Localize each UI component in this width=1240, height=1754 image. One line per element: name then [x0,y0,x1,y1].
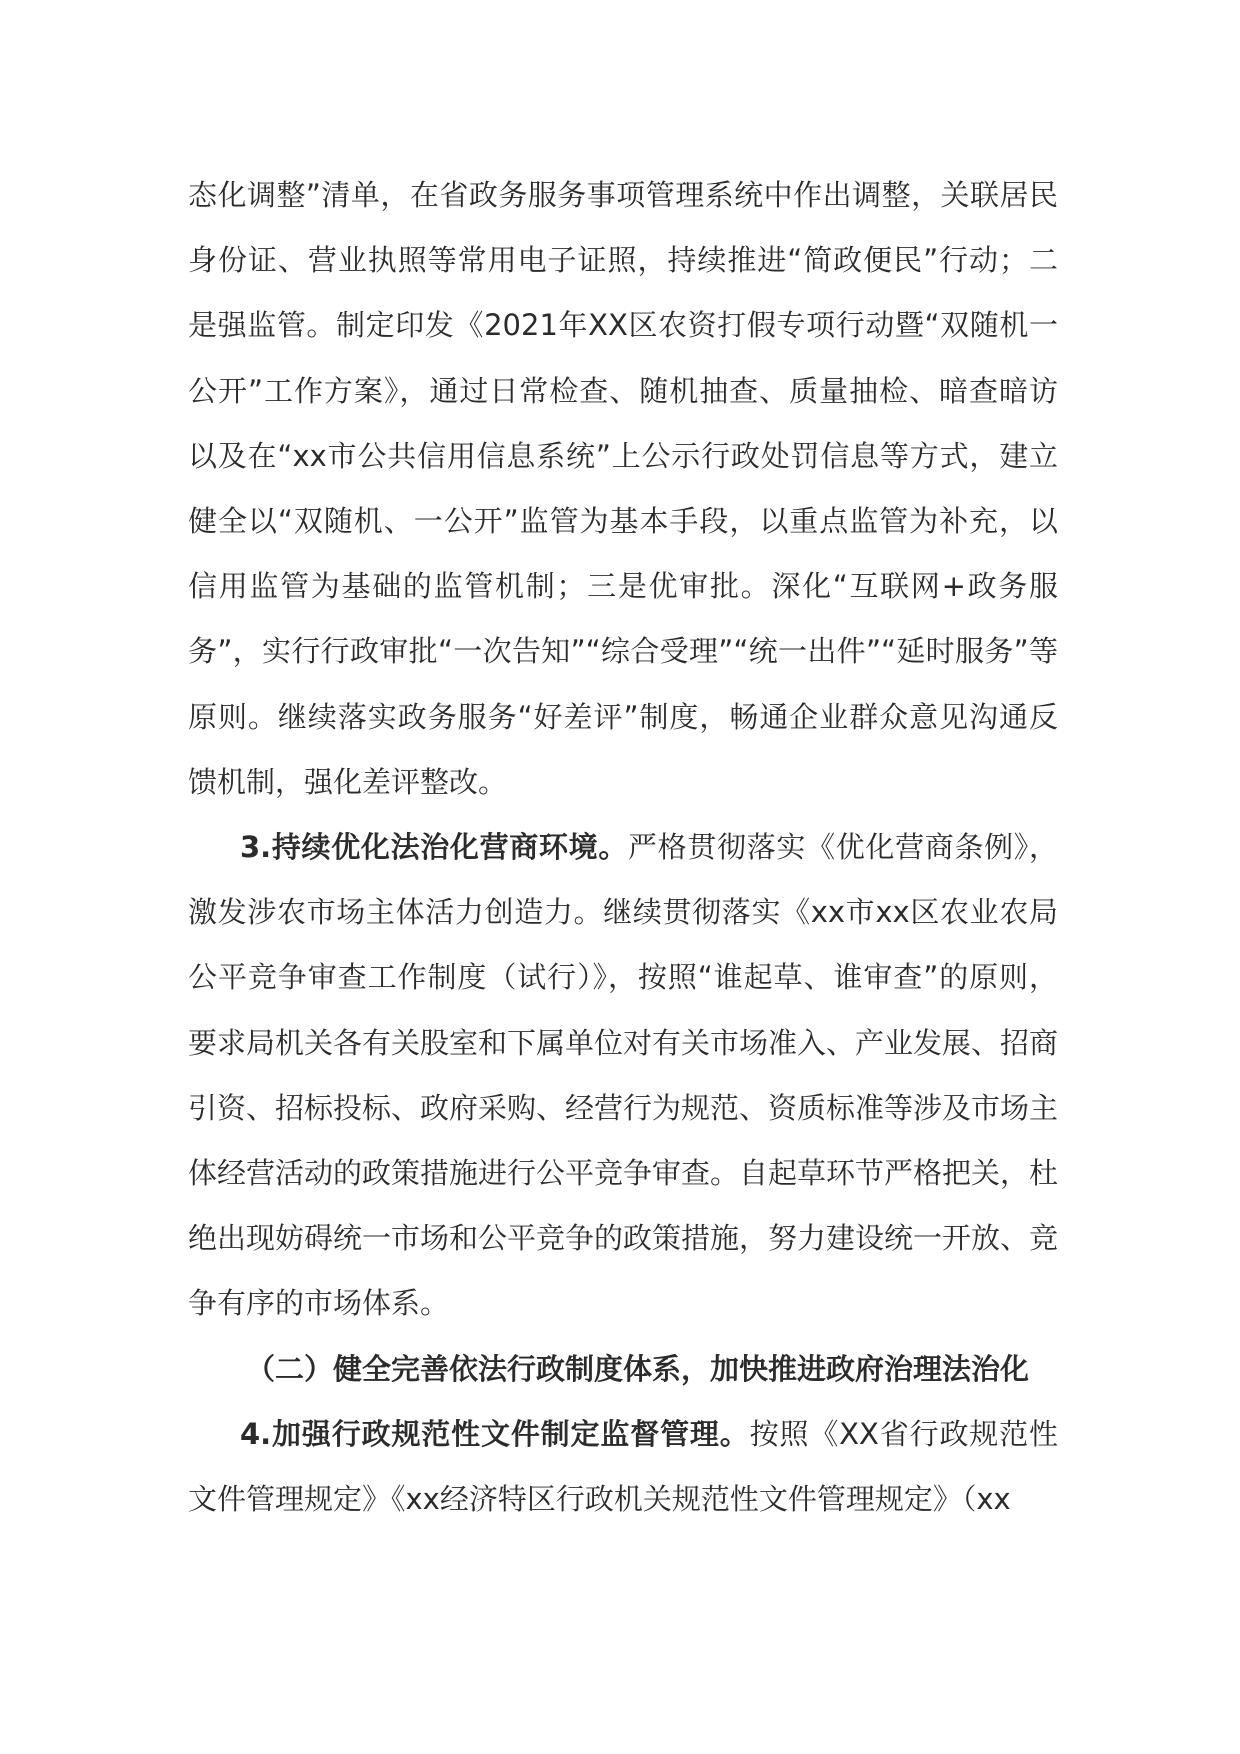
paragraph-1-text: 态化调整”清单，在省政务服务事项管理系统中作出调整，关联居民身份证、营业执照等常用电子证照，持续推进“简政便民”行动；二是强监管。制定印发《2021年XX区农资打假专项行动暨“双随机一公开”工作方案》，通过日常检查、随机抽查、质量抽检、暗查暗访以及在“xx市公共信用信息系统”上公示行政处罚信息等方式，建立健全以“双随机、一公开”监管为基本手段，以重点监管为补充，以信用监管为基础的监管机制；三是优审批。深化“互联网+政务服务”，实行行政审批“一次告知”“综合受理”“统一出件”“延时服务”等原则。继续落实政务服务“好差评”制度，畅通企业群众意见沟通反馈机制，强化差评整改。 [188,178,1058,799]
document-page [188,163,1058,1532]
paragraph-2 [188,815,1058,1337]
paragraph-2-lead: 3.持续优化法治化营商环境。 [240,830,628,865]
section-heading-2: （二）健全完善依法行政制度体系，加快推进政府治理法治化 [246,1351,1030,1386]
paragraph-1 [188,163,1058,815]
paragraph-2-text: 严格贯彻落实《优化营商条例》，激发涉农市场主体活力创造力。继续贯彻落实《xx市xx区农业农局公平竞争审查工作制度（试行）》，按照“谁起草、谁审查”的原则，要求局机关各有关股室和下属单位对有关市场准入、产业发展、招商引资、招标投标、政府采购、经营行为规范、资质标准等涉及市场主体经营活动的政策措施进行公平竞争审查。自起草环节严格把关，杜绝出现妨碍统一市场和公平竞争的政策措施，努力建设统一开放、竞争有序的市场体系。 [188,830,1059,1321]
paragraph-3 [188,1402,1058,1532]
paragraph-3-lead: 4.加强行政规范性文件制定监督管理。 [240,1416,750,1451]
paragraph-3-text: 按照《XX省行政规范性文件管理规定》《xx经济特区行政机关规范性文件管理规定》（xx [188,1416,1058,1517]
